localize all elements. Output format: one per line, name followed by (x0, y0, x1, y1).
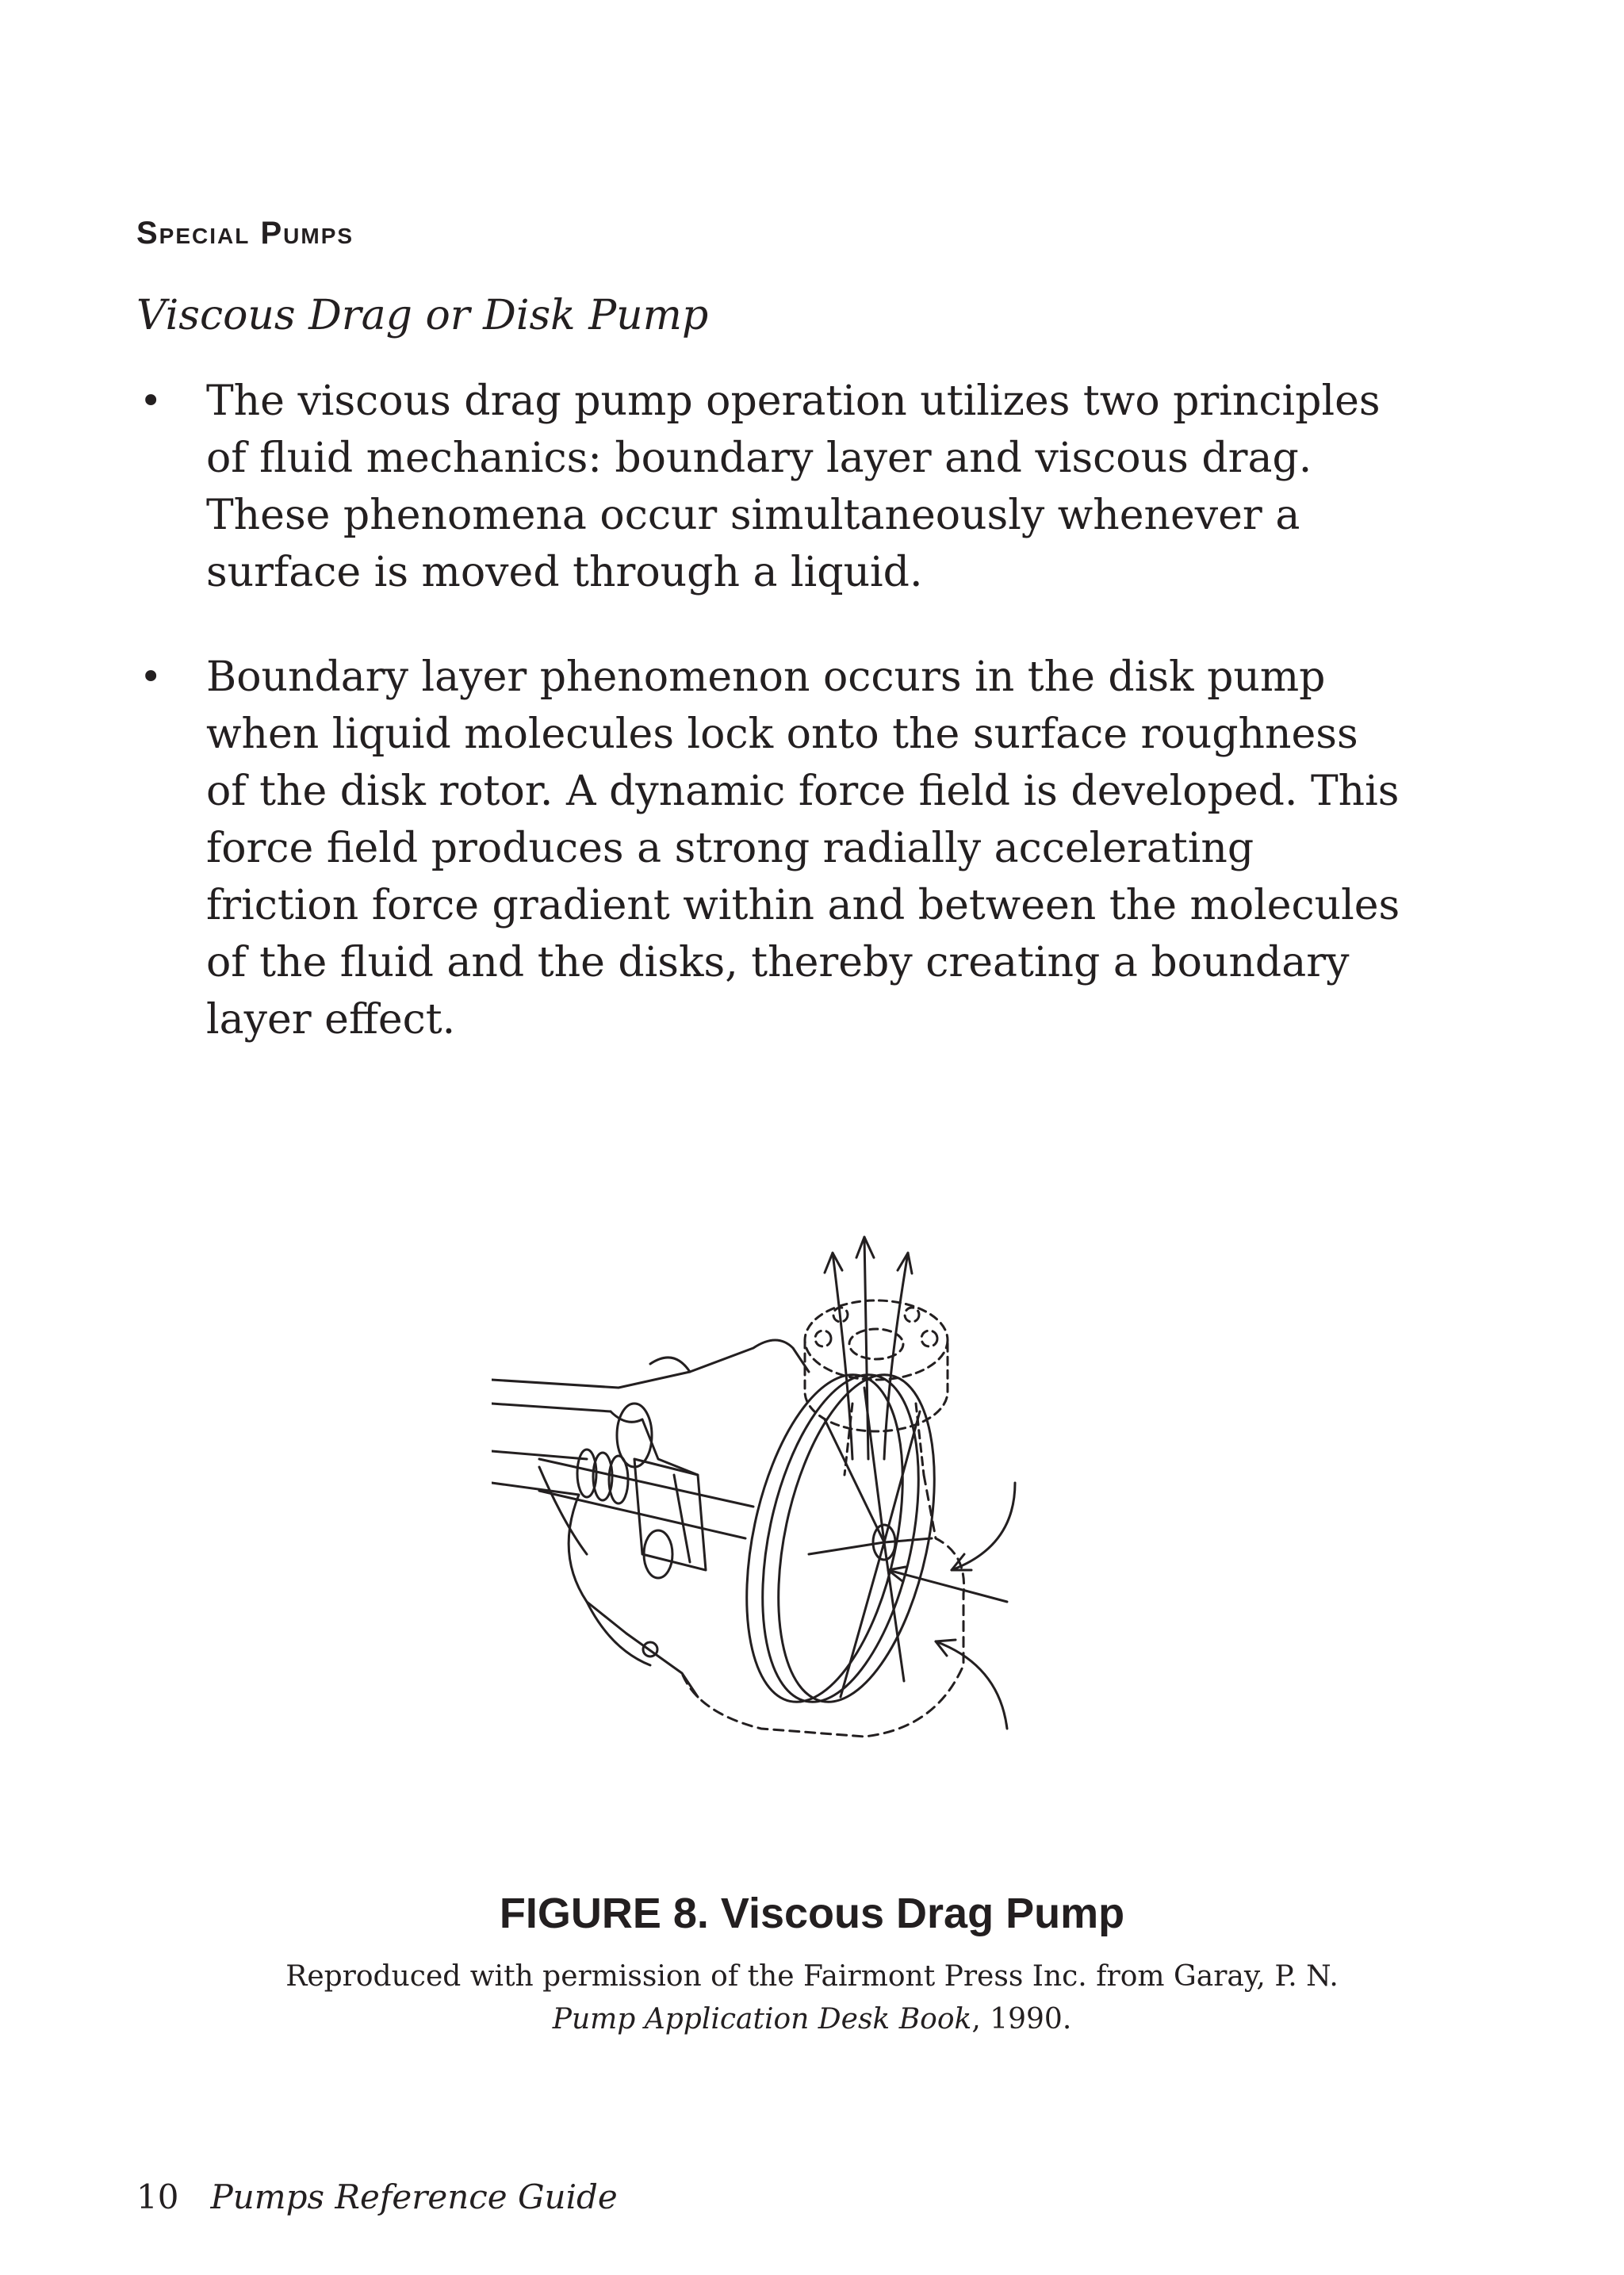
bullet-marker: • (140, 655, 163, 699)
guide-title: Pumps Reference Guide (210, 2177, 618, 2216)
bullet-item (136, 373, 1405, 601)
viscous-drag-pump-illustration (492, 1221, 1063, 1768)
disk-rotor (720, 1361, 960, 1716)
page-number: 10 (136, 2177, 179, 2216)
figure-caption: FIGURE 8. Viscous Drag Pump (499, 1890, 1125, 1937)
credit-text: Reproduced with permission of the Fairmont Press Inc. from Garay, P. N. (285, 1960, 1339, 1993)
page-footer (136, 2177, 618, 2216)
inlet-flow-arrows (888, 1483, 1015, 1729)
bullet-marker: • (140, 379, 163, 423)
bullet-text: The viscous drag pump operation utilizes two principles of fluid mechanics: boundary layer and viscous drag. These phenomena occur simultaneously whenever a surface is moved through a liquid. (206, 377, 1381, 596)
casing-outline (682, 1475, 964, 1737)
figure-credit (0, 1955, 1624, 2041)
bullet-list (136, 373, 1405, 1096)
credit-year: , 1990. (971, 2003, 1072, 2036)
bullet-item (136, 649, 1405, 1048)
bullet-text: Boundary layer phenomenon occurs in the disk pump when liquid molecules lock onto the surface roughness of the disk rotor. A dynamic force field is developed. This force field produces a strong radially accelerating friction force gradient within and between the molecules of the fluid and the disks, thereby creating a boundary layer effect. (206, 653, 1400, 1044)
subsection-title: Viscous Drag or Disk Pump (136, 292, 709, 339)
section-title: Special Pumps (136, 216, 354, 251)
credit-book-title: Pump Application Desk Book (552, 2003, 972, 2036)
outlet-flange (805, 1300, 948, 1475)
